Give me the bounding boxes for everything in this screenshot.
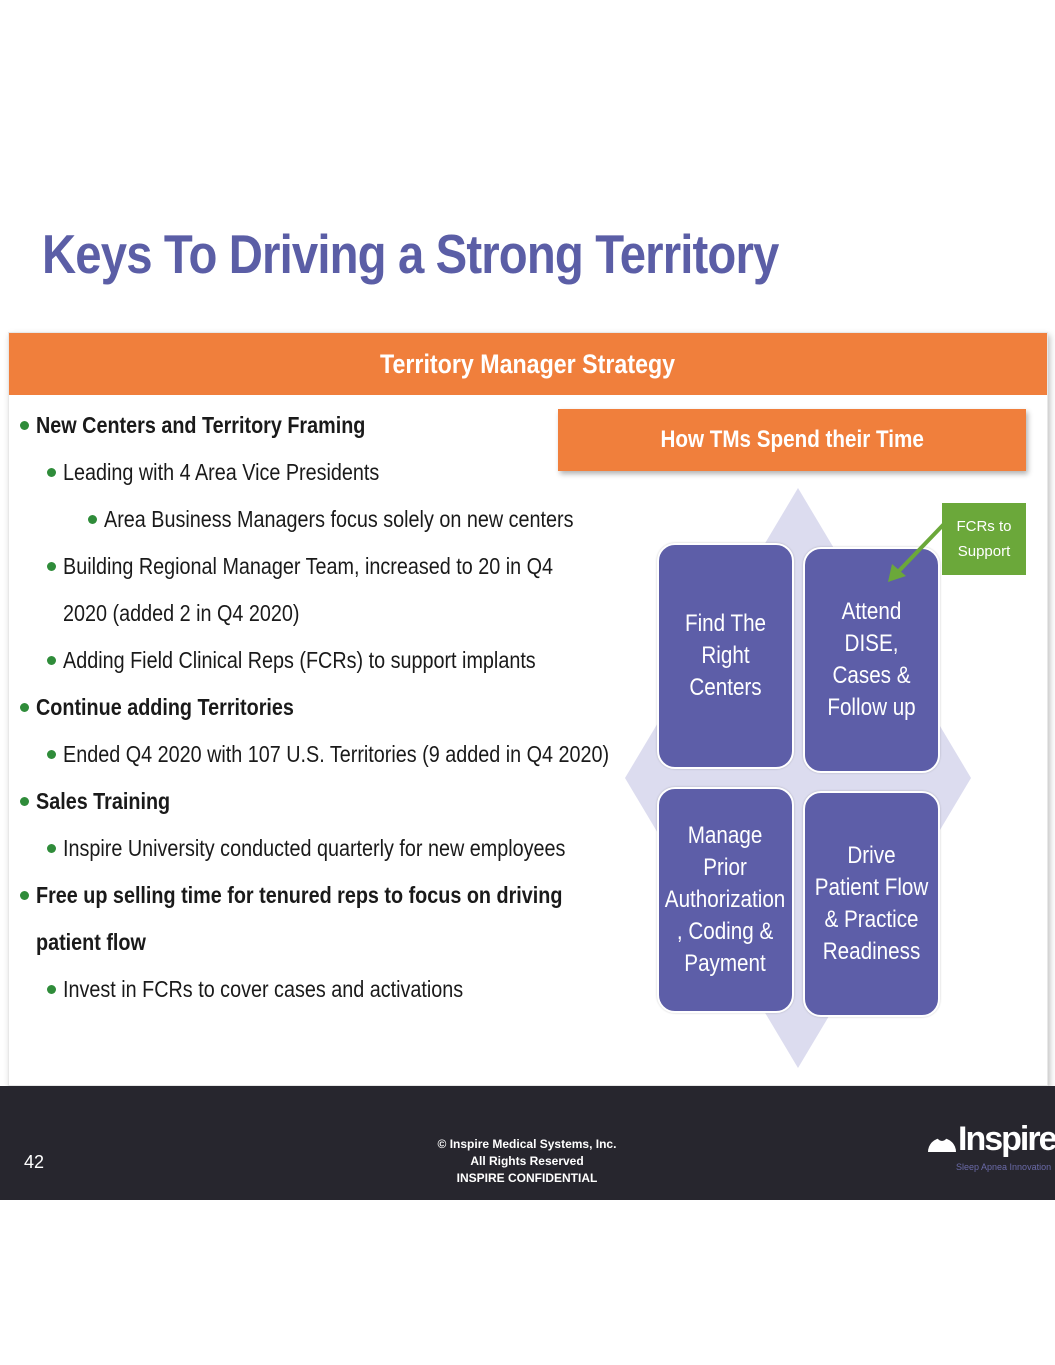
quadrant-manage-authorization: Manage Prior Authorization , Coding & Payment [657,787,794,1013]
quadrant-find-centers: Find The Right Centers [657,543,794,769]
bullet-item: Invest in FCRs to cover cases and activations [8,966,588,1013]
bullet-dot-icon [47,985,56,994]
page-number: 42 [24,1152,45,1172]
bullet-item: Area Business Managers focus solely on new centers [8,496,588,543]
bullet-item: Sales Training [8,778,588,825]
panel-header [9,333,1047,395]
bullet-dot-icon [20,891,29,900]
slide-title: Keys To Driving a Strong Territory [42,223,779,285]
bullet-item: Ended Q4 2020 with 107 U.S. Territories (9 added in Q4 2020) [8,731,588,778]
inspire-logo-icon [926,1124,958,1156]
bullet-dot-icon [47,562,56,571]
bullet-dot-icon [20,797,29,806]
copyright-notice: © Inspire Medical Systems, Inc. All Rights Reserved INSPIRE CONFIDENTIAL [437,1137,617,1185]
bullet-list [8,402,610,1013]
panel-header-label: Territory Manager Strategy [380,348,676,379]
bullet-dot-icon [47,844,56,853]
bullet-item: Continue adding Territories [8,684,588,731]
bullet-dot-icon [20,703,29,712]
diagram-header-label: How TMs Spend their Time [660,426,924,453]
fcr-callout: FCRs to Support [942,503,1026,575]
bullet-item: Free up selling time for tenured reps to focus on driving patient flow [8,872,676,966]
diagram-header [558,409,1026,471]
bullet-dot-icon [47,656,56,665]
bullet-item: New Centers and Territory Framing [8,402,588,449]
inspire-logo [926,1120,1055,1172]
logo-wordmark: Inspire [958,1120,1055,1158]
bullet-dot-icon [20,421,29,430]
bullet-item: Inspire University conducted quarterly for new employees [8,825,588,872]
bullet-dot-icon [88,515,97,524]
logo-tagline: Sleep Apnea Innovation [956,1162,1052,1172]
quadrant-attend-dise: Attend DISE, Cases & Follow up [803,547,940,773]
bullet-dot-icon [47,750,56,759]
callout-arrow-icon [880,520,950,590]
bullet-item: Leading with 4 Area Vice Presidents [8,449,588,496]
quadrant-drive-patient-flow: Drive Patient Flow & Practice Readiness [803,791,940,1017]
bullet-item: Building Regional Manager Team, increased to 20 in Q4 2020 (added 2 in Q4 2020) [8,543,663,637]
footer-bar [0,1086,1055,1200]
bullet-item: Adding Field Clinical Reps (FCRs) to support implants [8,637,588,684]
bullet-dot-icon [47,468,56,477]
